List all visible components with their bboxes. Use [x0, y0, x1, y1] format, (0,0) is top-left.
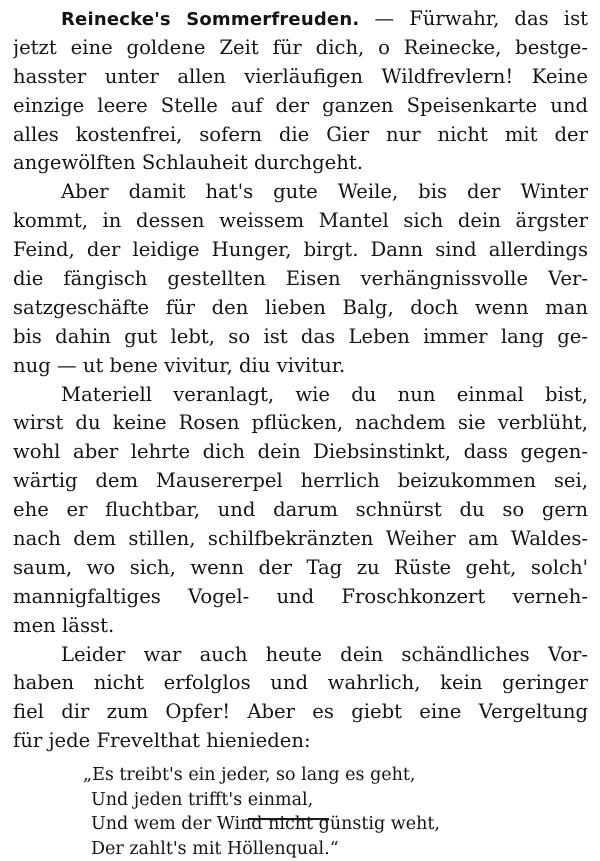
paragraph-2-line-2: kommt, in dessen weissem Mantel sich dein ärgster — [13, 209, 588, 233]
verse-block — [13, 763, 588, 861]
paragraph-2-line-1: Aber damit hat's gute Weile, bis der Winter — [61, 180, 588, 204]
paragraph-3-line-3: wohl aber lehrte dich dein Diebsinstinkt, dass gegen- — [13, 440, 588, 464]
paragraph-2-line-5: satzgeschäfte für den lieben Balg, doch wenn man — [13, 295, 588, 319]
verse-line-2: Und jeden trifft's einmal, — [91, 789, 314, 810]
paragraph-3-line-1: Materiell veranlagt, wie du nun einmal bist, — [61, 382, 588, 406]
paragraph-2-line-3: Feind, der leidige Hunger, birgt. Dann sind allerdings — [13, 238, 588, 262]
paragraph-3-line-9: men lässt. — [13, 613, 115, 637]
paragraph-3-line-7: saum, wo sich, wenn der Tag zu Rüste geht, solch' — [13, 555, 588, 579]
paragraph-1-line-1 — [13, 5, 588, 34]
paragraph-1-line-4: einzige leere Stelle auf der ganzen Speisenkarte und — [13, 93, 588, 117]
verse-line-4: Der zahlt's mit Höllenqual.“ — [91, 838, 339, 859]
paragraph-3-line-8: mannigfaltiges Vogel- und Froschkonzert verneh- — [13, 584, 588, 608]
paragraph-1-line-6: angewölften Schlauheit durchgeht. — [13, 151, 363, 175]
verse-line-3: Und wem der Wind nicht günstig weht, — [91, 814, 440, 835]
paragraph-3-line-6: nach dem stillen, schilfbekränzten Weiher am Waldes- — [13, 527, 588, 551]
paragraph-1-line-5: alles kostenfrei, sofern die Gier nur nicht mit der — [13, 122, 588, 146]
paragraph-4-line-3: fiel dir zum Opfer! Aber es giebt eine Vergeltung — [13, 700, 588, 724]
paragraph-4-line-1: Leider war auch heute dein schändliches Vor- — [61, 642, 588, 666]
section-divider — [248, 818, 329, 820]
paragraph-1-line-3: hasster unter allen vierläufigen Wildfrevlern! Keine — [13, 64, 588, 88]
paragraph-2-line-7: nug — ut bene vivitur, diu vivitur. — [13, 353, 346, 377]
paragraph-4-line-2: haben nicht erfolglos und wahrlich, kein geringer — [13, 671, 588, 695]
paragraph-1-line-1-text: — Fürwahr, das ist — [359, 7, 588, 30]
paragraph-2-line-4: die fängisch gestellten Eisen verhängnissvolle Ver- — [13, 267, 588, 291]
verse-line-1: „Es treibt's ein jeder, so lang es geht, — [83, 765, 416, 786]
paragraph-3-line-5: ehe er fluchtbar, und darum schnürst du so gern — [13, 498, 588, 522]
paragraph-2-line-6: bis dahin gut lebt, so ist das Leben immer lang ge- — [13, 324, 588, 348]
article-title: Reinecke's Sommerfreuden. — [61, 9, 360, 30]
paragraph-4-line-4: für jede Frevelthat hienieden: — [13, 729, 311, 753]
paragraph-1-line-2: jetzt eine goldene Zeit für dich, o Reinecke, bestge- — [13, 35, 588, 59]
paragraph-3-line-2: wirst du keine Rosen pflücken, nachdem sie verblüht, — [13, 411, 588, 435]
paragraph-3-line-4: wärtig dem Mausererpel herrlich beizukommen sei, — [13, 469, 588, 493]
